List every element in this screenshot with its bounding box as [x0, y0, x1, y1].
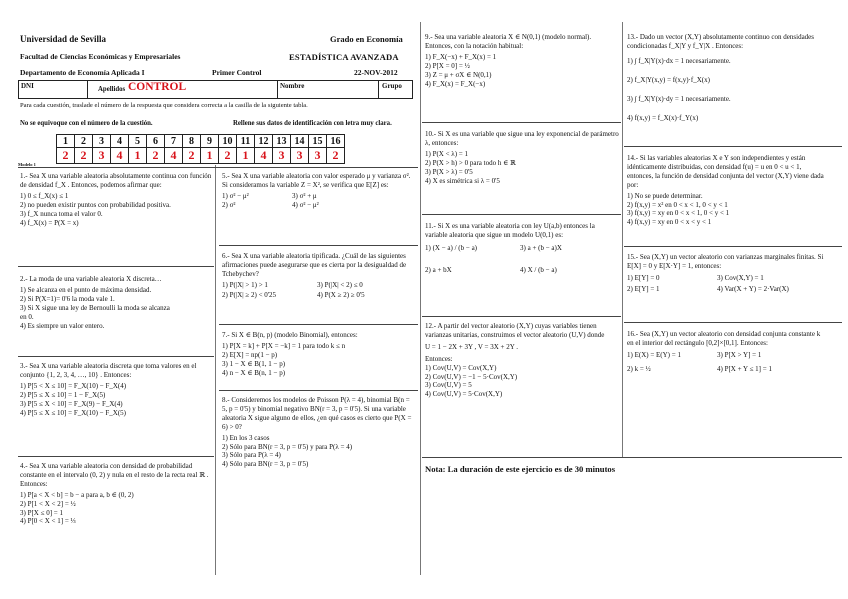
- question-separator: [422, 122, 621, 123]
- duration-note: Nota: La duración de este ejercicio es de 30 minutos: [425, 464, 616, 474]
- question-11: [425, 222, 619, 284]
- exam-name: Primer Control: [212, 68, 262, 77]
- answer-cell[interactable]: 2: [75, 148, 93, 164]
- name-label: Nombre: [280, 82, 305, 90]
- question-equation: U = 1 − 2X + 3Y , V = 3X + 2Y .: [425, 342, 519, 351]
- option: 1) 0 ≤ f_X(x) ≤ 1: [20, 191, 69, 200]
- option: 3) Cov(X,Y) = 1: [717, 273, 764, 282]
- name-field[interactable]: [277, 80, 379, 99]
- dni-label: DNI: [21, 82, 34, 90]
- note-separator: [422, 457, 842, 458]
- option: 1) σ² − μ²: [222, 191, 249, 200]
- question-separator: [422, 214, 621, 215]
- option: 3) a + (b − a)X: [520, 243, 562, 252]
- degree: Grado en Economía: [330, 34, 403, 44]
- option: 1) No se puede determinar.: [627, 191, 703, 200]
- option: 1) P[X = k] + P[X = −k] = 1 para todo k ≤ n: [222, 341, 346, 350]
- warning: No se equivoque con el número de la cuestión.: [20, 120, 153, 127]
- option: 4) Es siempre un valor entero.: [20, 321, 105, 330]
- col-divider-1: [215, 165, 216, 575]
- question-separator: [219, 324, 418, 325]
- q-num: 4: [111, 135, 129, 148]
- option: 4) X / (b − a): [520, 265, 557, 274]
- surname-field[interactable]: [87, 80, 278, 99]
- q-num: 14: [291, 135, 309, 148]
- question-title: 7.- Si X ∈ B(n, p) (modelo Binomial), entonces:: [222, 331, 358, 339]
- option: 2) P(|X| ≥ 2) < 0'25: [222, 290, 277, 299]
- option: 3) P[5 ≤ X < 10] = F_X(9) − F_X(4): [20, 399, 123, 408]
- option: 1) P[a < X < b] = b − a para a, b ∈ (0, 2): [20, 490, 134, 499]
- question-title: 9.- Sea una variable aleatoria X ∈ N(0,1) (modelo normal). Entonces, con la notación habitual:: [425, 33, 592, 50]
- question-separator: [624, 146, 842, 147]
- q-num: 13: [273, 135, 291, 148]
- option: 4) f(x,y) = xy en 0 < x < y < 1: [627, 218, 712, 227]
- option: 4) P[5 ≤ X ≤ 10] = F_X(10) − F_X(5): [20, 408, 126, 417]
- answer-cell[interactable]: 1: [201, 148, 219, 164]
- question-title: 6.- Sea X una variable aleatoria tipificada. ¿Cuál de las siguientes afirmaciones puede asegurarse que es cierta por la desigualdad de Tchebychev?: [222, 252, 407, 278]
- header-separator: [18, 167, 418, 168]
- faculty: Facultad de Ciencias Económicas y Empresariales: [20, 52, 181, 61]
- group-field[interactable]: [378, 80, 413, 99]
- answer-numbers-row: [57, 135, 345, 148]
- option: 1) En los 3 casos: [222, 433, 270, 442]
- q-num: 1: [57, 135, 75, 148]
- q-num: 11: [237, 135, 255, 148]
- option: 2) f(x,y) = x² en 0 < x < 1, 0 < y < 1: [627, 200, 728, 209]
- option: 4) σ² − μ²: [292, 200, 319, 209]
- answer-cell[interactable]: 1: [129, 148, 147, 164]
- option: 2) k = ½: [627, 364, 651, 373]
- option: 2) E[X] = np(1 − p): [222, 350, 278, 359]
- question-1: [20, 172, 212, 227]
- question-2: [20, 275, 212, 330]
- question-title: 11.- Si X es una variable aleatoria con ley U(a,b) entonces la variable aleatoria que sigue un modelo U(0,1) es:: [425, 222, 595, 239]
- q-num: 3: [93, 135, 111, 148]
- option: 3) P(|X| < 2) ≤ 0: [317, 280, 363, 289]
- question-title: 5.- Sea X una variable aleatoria con valor esperado μ y varianza σ². Si consideramos la variable Z = X², se verifica que E[Z] es:: [222, 172, 411, 189]
- col-divider-2: [420, 22, 421, 575]
- question-separator: [422, 316, 621, 317]
- option: 2) no pueden existir puntos con probabilidad positiva.: [20, 200, 171, 209]
- question-8: [222, 396, 416, 469]
- option: 1) E(X) = E(Y) = 1: [627, 350, 681, 359]
- question-14: [627, 154, 827, 227]
- option: 1) E[Y] = 0: [627, 273, 660, 282]
- option: 2) f_X|Y(x,y) = f(x,y)·f_X(x): [627, 75, 710, 84]
- option: 4) P[0 < X < 1] = ⅓: [20, 517, 76, 526]
- group-label: Grupo: [382, 82, 402, 90]
- option: 3) σ² + μ: [292, 191, 317, 200]
- question-3: [20, 362, 212, 417]
- option: 3) Si X sigue una ley de Bernoulli la moda se alcanza: [20, 303, 170, 312]
- option: 2) P[X = 0] = ½: [425, 61, 470, 70]
- option: 4) f_X(x) = P(X = x): [20, 218, 79, 227]
- answer-cell[interactable]: 2: [219, 148, 237, 164]
- option: 1) P[5 < X ≤ 10] = F_X(10) − F_X(4): [20, 381, 127, 390]
- question-title: 1.- Sea X una variable aleatoria absolutamente continua con función de densidad f_X . Entonces, podemos afirmar que:: [20, 172, 212, 189]
- question-title: 15.- Sea (X,Y) un vector aleatorio con varianzas marginales finitas. Si E[X] = 0 y E[X·Y] = 1, entonces:: [627, 253, 824, 270]
- answer-cell[interactable]: 1: [237, 148, 255, 164]
- option: 3) 1 − X ∈ B(1, 1 − p): [222, 359, 286, 368]
- option: 2) a + bX: [425, 265, 452, 274]
- option: 1) Se alcanza en el punto de máxima densidad.: [20, 285, 152, 294]
- option: 3) P[X > Y] = 1: [717, 350, 762, 359]
- question-4: [20, 462, 212, 526]
- answer-values-row: [57, 148, 345, 164]
- question-title: 2.- La moda de una variable aleatoria X discreta…: [20, 275, 162, 283]
- q-num: 9: [201, 135, 219, 148]
- answer-cell[interactable]: 2: [183, 148, 201, 164]
- option: 4) n − X ∈ B(n, 1 − p): [222, 368, 286, 377]
- option: 2) Cov(U,V) = −1 − 5·Cov(X,Y): [425, 372, 518, 381]
- question-15: [627, 253, 827, 294]
- answer-table: [56, 134, 345, 164]
- q-num: 6: [147, 135, 165, 148]
- question-13: [627, 33, 827, 122]
- question-separator: [219, 390, 418, 391]
- option: 4) Var(X + Y) = 2·Var(X): [717, 284, 789, 293]
- option: 4) F_X(x) = F_X(−x): [425, 79, 486, 88]
- answer-cell[interactable]: 3: [273, 148, 291, 164]
- option: 4) P[X + Y ≤ 1] = 1: [717, 364, 772, 373]
- course: ESTADÍSTICA AVANZADA: [289, 52, 399, 62]
- question-5: [222, 172, 416, 210]
- department: Departamento de Economía Aplicada I: [20, 68, 145, 77]
- question-separator: [18, 356, 214, 357]
- surname-value: CONTROL: [128, 81, 187, 93]
- option: 3) Sólo para P(λ = 4): [222, 451, 281, 460]
- option: 3) Z = μ + σX ∈ N(0,1): [425, 70, 492, 79]
- dni-field[interactable]: [18, 80, 88, 99]
- question-title: 8.- Consideremos los modelos de Poisson P(λ = 4), binomial B(n = 5, p = 0'5) y binomial negativo BN(r = 3, p = 0'5). Si una variable aleatoria X sigue alguno de ellos, ¿en qué casos es cierto que P(X = 6) > 0?: [222, 396, 412, 431]
- option: 4) X es simétrica si λ = 0'5: [425, 176, 500, 185]
- answer-cell[interactable]: 2: [57, 148, 75, 164]
- answer-cell[interactable]: 4: [255, 148, 273, 164]
- q-num: 10: [219, 135, 237, 148]
- option: 3) f_X nunca toma el valor 0.: [20, 209, 103, 218]
- option: 2) Si P(X=1)= 0'6 la moda vale 1.: [20, 294, 115, 303]
- exam-date: 22-NOV-2012: [354, 68, 398, 77]
- q-num: 8: [183, 135, 201, 148]
- q-num: 12: [255, 135, 273, 148]
- option: 2) E[Y] = 1: [627, 284, 660, 293]
- option: 1) P(|X| > 1) > 1: [222, 280, 268, 289]
- option: 1) (X − a) / (b − a): [425, 243, 478, 252]
- question-separator: [18, 456, 214, 457]
- fill-note: Rellene sus datos de identificación con letra muy clara.: [233, 120, 392, 127]
- option: 1) P(X < λ) = 1: [425, 149, 468, 158]
- question-7: [222, 331, 416, 378]
- option: 4) Cov(U,V) = 5·Cov(X,Y): [425, 390, 503, 399]
- option: 3) P[X ≤ 0] = 1: [20, 508, 63, 517]
- question-9: [425, 33, 619, 88]
- option: 2) P[1 < X < 2] = ½: [20, 499, 76, 508]
- option: 1) ∫ f_X|Y(x)·dx = 1 necesariamente.: [627, 56, 731, 65]
- answer-cell[interactable]: 3: [291, 148, 309, 164]
- question-12: [425, 322, 619, 399]
- q-num: 5: [129, 135, 147, 148]
- surname-label: Apellidos: [98, 86, 126, 93]
- option: 4) Sólo para BN(r = 3, p = 0'5): [222, 460, 309, 469]
- question-intro: Entonces:: [425, 354, 453, 363]
- col-divider-3: [622, 22, 623, 457]
- instructions: Para cada cuestión, traslade el número de la respuesta que considera correcta a la casilla de la siguiente tabla.: [20, 102, 308, 109]
- option: 4) f(x,y) = f_X(x)·f_Y(x): [627, 113, 699, 122]
- question-title: 14.- Si las variables aleatorias X e Y son independientes y están idénticamente distribuidas, con densidad f(u) = u en 0 < u < 1, entonces, la función de densidad conjunta del vector (X,Y) viene dada por:: [627, 154, 824, 189]
- question-title: 3.- Sea X una variable aleatoria discreta que toma valores en el conjunto {1, 2, 3, 4, …, 10} . Entonces:: [20, 362, 197, 379]
- answer-cell[interactable]: 2: [147, 148, 165, 164]
- question-separator: [624, 246, 842, 247]
- question-title: 16.- Sea (X,Y) un vector aleatorio con densidad conjunta constante k en el interior del rectángulo [0,2]×[0,1]. Entonces:: [627, 330, 821, 347]
- option: 1) F_X(−x) + F_X(x) = 1: [425, 52, 497, 61]
- option: 2) P[5 ≤ X ≤ 10] = 1 − F_X(5): [20, 390, 106, 399]
- question-separator: [219, 245, 418, 246]
- answer-cell[interactable]: 3: [309, 148, 327, 164]
- option: 2) Sólo para BN(r = 3, p = 0'5) y para P(λ = 4): [222, 442, 353, 451]
- question-title: 12.- A partir del vector aleatorio (X,Y) cuyas variables tienen varianzas unitarias, construimos el vector aleatorio (U,V) donde: [425, 322, 605, 339]
- option: 3) Cov(U,V) = 5: [425, 381, 472, 390]
- answer-cell[interactable]: 2: [327, 148, 345, 164]
- question-6: [222, 252, 416, 301]
- option: 4) P(X ≥ 2) ≥ 0'5: [317, 290, 365, 299]
- answer-cell[interactable]: 3: [93, 148, 111, 164]
- option: 3) P(X > λ) = 0'5: [425, 167, 473, 176]
- question-16: [627, 330, 827, 377]
- question-separator: [18, 266, 214, 267]
- option: 2) P(X > h) > 0 para todo h ∈ ℝ: [425, 158, 516, 167]
- option: 3) f(x,y) = xy en 0 < x < 1, 0 < y < 1: [627, 209, 730, 218]
- q-num: 16: [327, 135, 345, 148]
- question-separator: [624, 322, 842, 323]
- option: 2) σ²: [222, 200, 236, 209]
- answer-cell[interactable]: 4: [111, 148, 129, 164]
- option: 1) Cov(U,V) = Cov(X,Y): [425, 363, 497, 372]
- question-title: 4.- Sea X una variable aleatoria con densidad de probabilidad constante en el intervalo (0, 2) y nula en el resto de la recta real ℝ . Entonces:: [20, 462, 209, 488]
- university: Universidad de Sevilla: [20, 34, 107, 44]
- model-label: Modelo 1: [18, 162, 36, 167]
- q-num: 15: [309, 135, 327, 148]
- question-title: 13.- Dado un vector (X,Y) absolutamente continuo con densidades condicionadas f_X|Y y f_Y|X . Entonces:: [627, 33, 815, 50]
- option: en 0.: [20, 312, 34, 321]
- q-num: 2: [75, 135, 93, 148]
- question-title: 10.- Si X es una variable que sigue una ley exponencial de parámetro λ, entonces:: [425, 130, 619, 147]
- answer-cell[interactable]: 4: [165, 148, 183, 164]
- q-num: 7: [165, 135, 183, 148]
- option: 3) ∫ f_X|Y(x)·dy = 1 necesariamente.: [627, 94, 731, 103]
- question-10: [425, 130, 619, 185]
